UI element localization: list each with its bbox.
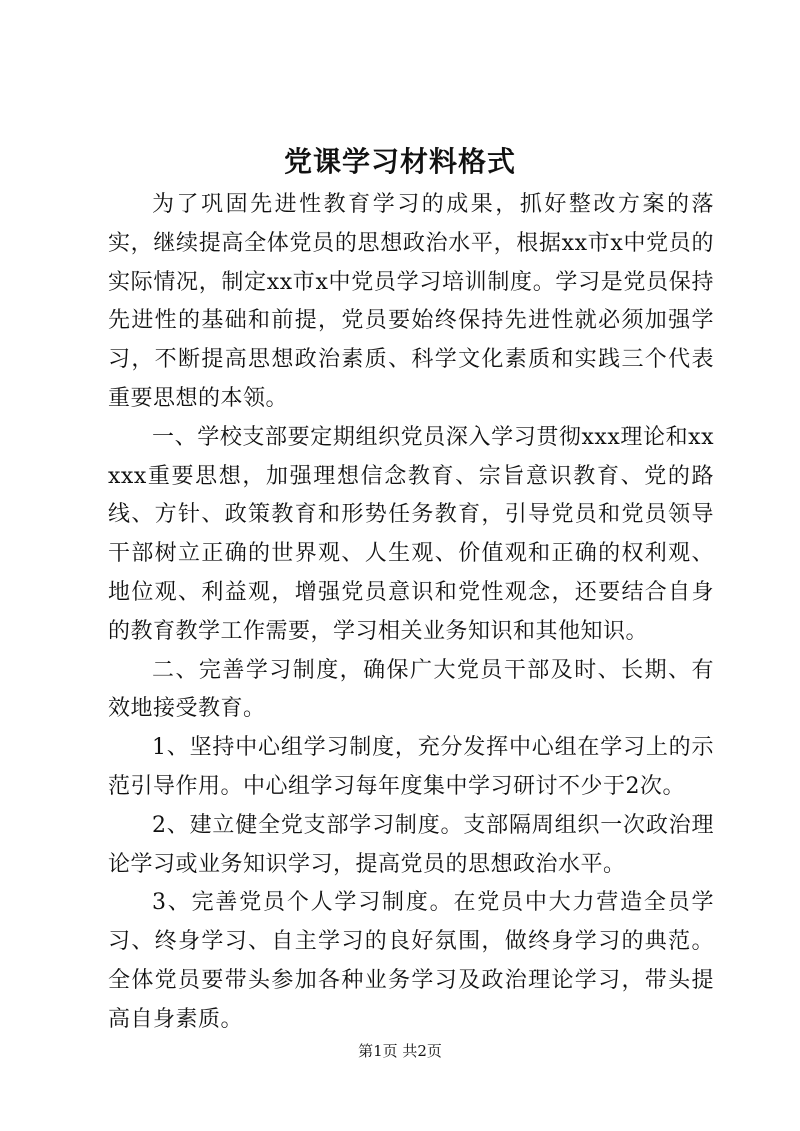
paragraph-item-3: 3、完善党员个人学习制度。在党员中大力营造全员学习、终身学习、自主学习的良好氛围，做终身学习的典范。全体党员要带头参加各种业务学习及政治理论学习，带头提高自身素质。 — [108, 890, 714, 1032]
document-body — [108, 186, 714, 1040]
document-title: 党课学习材料格式 — [283, 145, 516, 178]
paragraph-section-1: 一、学校支部要定期组织党员深入学习贯彻xxx理论和xxxxx重要思想，加强理想信念教育、宗旨意识教育、党的路线、方针、政策教育和形势任务教育，引导党员和党员领导干部树立正确的世界观、人生观、价值观和正确的权利观、地位观、利益观，增强党员意识和党性观念，还要结合自身的教育教学工作需要，学习相关业务知识和其他知识。 — [108, 424, 714, 644]
paragraph-section-2: 二、完善学习制度，确保广大党员干部及时、长期、有效地接受教育。 — [108, 657, 714, 722]
paragraph-intro: 为了巩固先进性教育学习的成果，抓好整改方案的落实，继续提高全体党员的思想政治水平，根据xx市x中党员的实际情况，制定xx市x中党员学习培训制度。学习是党员保持先进性的基础和前提，党员要始终保持先进性就必须加强学习，不断提高思想政治素质、科学文化素质和实践三个代表重要思想的本领。 — [108, 192, 714, 411]
paragraph-item-1: 1、坚持中心组学习制度，充分发挥中心组在学习上的示范引导作用。中心组学习每年度集中学习研讨不少于2次。 — [108, 735, 714, 799]
page-number-footer: 第1页 共2页 — [358, 1042, 442, 1060]
paragraph-item-2: 2、建立健全党支部学习制度。支部隔周组织一次政治理论学习或业务知识学习，提高党员的思想政治水平。 — [108, 812, 714, 877]
